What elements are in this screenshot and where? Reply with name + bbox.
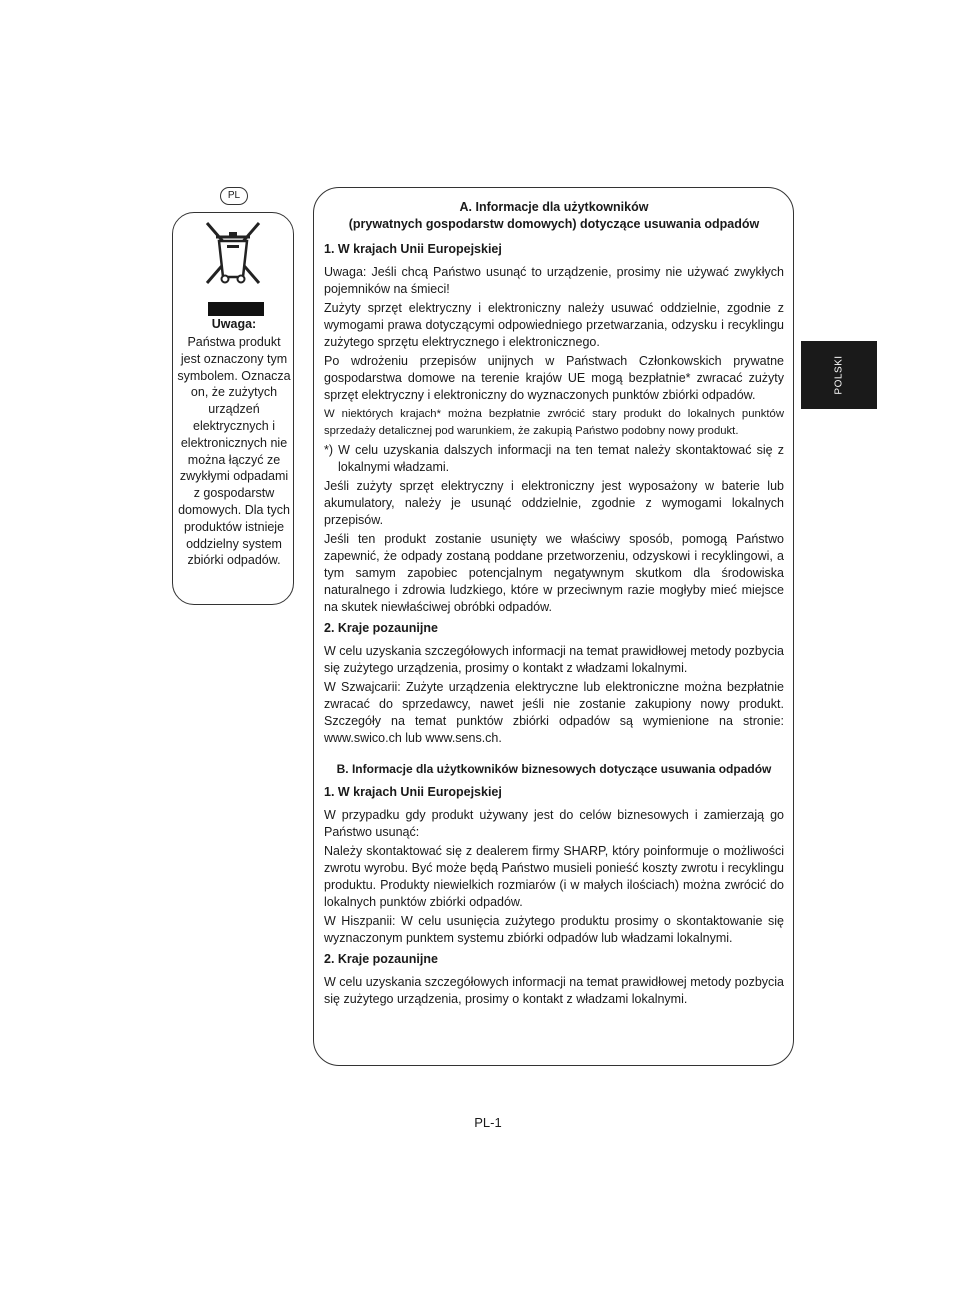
section-b-paragraph-1: W przypadku gdy produkt używany jest do celów biznesowych i zamierzają go Państwo usunąć: (324, 808, 784, 839)
page-number: PL-1 (474, 1115, 502, 1130)
section-a-paragraph-7: Jeśli ten produkt zostanie usunięty we właściwy sposób, pomogą Państwo zapewnić, że odpady zostaną poddane przetworzeniu, odzyskowi i recyklingowi, a tym samym zapobiec potencjalnym negatywnym skutkom dla środowiska naturalnego i zdrowia ludzkiego, które w przeciwnym razie mogłyby mieć miejsce na skutek niewłaściwej obróbki odpadów. (324, 532, 784, 614)
sidebar-title: Uwaga: (211, 317, 257, 331)
weee-notice-box (172, 212, 294, 605)
sidebar-text: Państwa produkt jest oznaczony tym symbolem. Oznacza on, że zużytych urządzeń elektrycznych i elektronicznych nie można łączyć ze zwykłymi odpadami z gospodarstw domowych. Dla tych produktów istnieje oddzielny system zbiórki odpadów. (177, 335, 291, 568)
section-b-paragraph-2: Należy skontaktować się z dealerem firmy SHARP, który poinformuje o możliwości zwrotu wyrobu. Być może będą Państwo musieli ponieść koszty zwrotu i recyklingu produktu. Produkty niewielkich rozmiarów (i w małych ilościach) można zwrócić do lokalnych punktów zbiórki odpadów. (324, 844, 784, 909)
language-tab (801, 341, 877, 409)
section-a-non-eu-heading: 2. Kraje pozaunijne (324, 621, 438, 635)
section-a-paragraph-4: W niektórych krajach* można bezpłatnie zwrócić stary produkt do lokalnych punktów sprzedaży detalicznej pod warunkiem, że zakupią Państwo podobny nowy produkt. (324, 408, 784, 437)
section-a-paragraph-1: Uwaga: Jeśli chcą Państwo usunąć to urządzenie, prosimy nie używać zwykłych pojemników na śmieci! (324, 265, 784, 296)
section-b-title: B. Informacje dla użytkowników biznesowych dotyczące usuwania odpadów (336, 762, 772, 776)
language-badge: PL (220, 187, 248, 205)
language-tab-label: POLSKI (833, 355, 845, 395)
main-content (324, 199, 784, 1010)
crossed-out-wheelie-bin-icon (197, 217, 269, 289)
section-a-title-line2: (prywatnych gospodarstw domowych) dotyczące usuwania odpadów (348, 217, 760, 231)
section-b-eu-heading: 1. W krajach Unii Europejskiej (324, 785, 502, 799)
section-a-paragraph-6: Jeśli zużyty sprzęt elektryczny i elektroniczny jest wyposażony w baterie lub akumulatory, należy je usunąć oddzielnie, zgodnie z wymogami lokalnych przepisów. (324, 479, 784, 527)
section-a-title (324, 199, 784, 233)
section-a-paragraph-2: Zużyty sprzęt elektryczny i elektroniczny należy usuwać oddzielnie, zgodnie z wymogami prawa dotyczącymi odpowiedniego przetwarzania, odzysku i recyklingu zużytego sprzętu elektrycznego i elektronicznego. (324, 301, 784, 349)
section-b-paragraph-3: W Hiszpanii: W celu usunięcia zużytego produktu prosimy o skontaktowanie się wyznaczonym punktem systemu zbiórki odpadów lub władzami lokalnymi. (324, 914, 784, 945)
section-b-paragraph-4: W celu uzyskania szczegółowych informacji na temat prawidłowej metody pozbycia się zużytego urządzenia, prosimy o kontakt z władzami lokalnymi. (324, 975, 784, 1006)
section-a-paragraph-3: Po wdrożeniu przepisów unijnych w Państwach Członkowskich prywatne gospodarstwa domowe na terenie krajów UE mogą bezpłatnie* zwracać zużyty sprzęt elektryczny i elektroniczny do wyznaczonych punktów zbiórki odpadów. (324, 354, 784, 402)
section-a-paragraph-8: W celu uzyskania szczegółowych informacji na temat prawidłowej metody pozbycia się zużytego urządzenia, prosimy o kontakt z władzami lokalnymi. (324, 644, 784, 675)
black-bar-marker (208, 302, 264, 316)
section-b-non-eu-heading: 2. Kraje pozaunijne (324, 952, 438, 966)
section-a-title-line1: A. Informacje dla użytkowników (459, 200, 649, 214)
section-a-footnote: *) W celu uzyskania dalszych informacji na ten temat należy skontaktować się z lokalnymi władzami. (324, 443, 784, 474)
section-a-eu-heading: 1. W krajach Unii Europejskiej (324, 242, 502, 256)
section-a-paragraph-9: W Szwajcarii: Zużyte urządzenia elektryczne lub elektroniczne można bezpłatnie zwracać do sprzedawcy, nawet jeśli nie zostanie zakupiony nowy produkt. Szczegóły na temat punktów zbiórki odpadów są wymienione na stronie: www.swico.ch lub www.sens.ch. (324, 680, 784, 745)
